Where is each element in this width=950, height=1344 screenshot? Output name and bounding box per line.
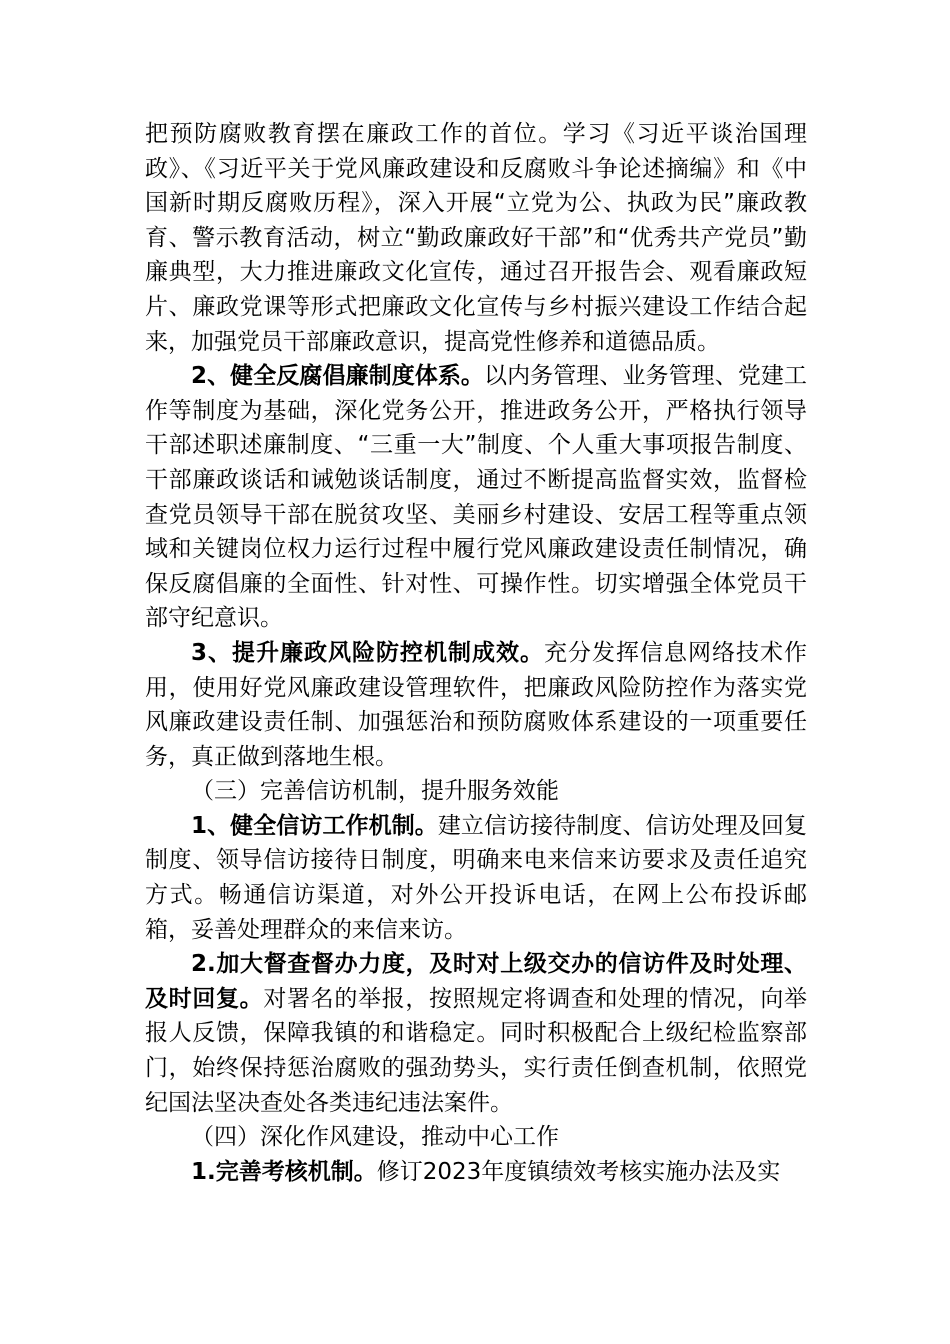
paragraph-2-heading: 2、健全反腐倡廉制度体系。 xyxy=(191,363,484,390)
paragraph-1-text: 把预防腐败教育摆在廉政工作的首位。学习《习近平谈治国理政》、《习近平关于党风廉政建设和反腐败斗争论述摘编》和《中国新时期反腐败历程》，深入开展“立党为公、执政为民”廉政教育、警示教育活动，树立“勤政廉政好干部”和“优秀共产党员”勤廉典型，大力推进廉政文化宣传，通过召开报告会、观看廉政短片、廉政党课等形式把廉政文化宣传与乡村振兴建设工作结合起来，加强党员干部廉政意识，提高党性修养和道德品质。 xyxy=(145,121,807,355)
section-4-title-text: （四）深化作风建设，推动中心工作 xyxy=(191,1124,559,1151)
paragraph-5-text: 对署名的举报，按照规定将调查和处理的情况，向举报人反馈，保障我镇的和谐稳定。同时积极配合上级纪检监察部门，始终保持惩治腐败的强劲势头，实行责任倒查机制，依照党纪国法坚决查处各类违纪违法案件。 xyxy=(145,985,808,1116)
paragraph-4-heading: 1、健全信访工作机制。 xyxy=(191,812,438,839)
paragraph-6 xyxy=(145,1155,807,1190)
paragraph-3 xyxy=(145,636,807,774)
document-body xyxy=(145,117,807,1189)
paragraph-6-text: 修订2023年度镇绩效考核实施办法及实 xyxy=(376,1158,781,1185)
paragraph-6-heading: 1.完善考核机制。 xyxy=(191,1158,377,1185)
section-3-title-text: （三）完善信访机制，提升服务效能 xyxy=(191,778,559,805)
paragraph-4-text: 建立信访接待制度、信访处理及回复制度、领导信访接待日制度，明确来电来信来访要求及责任追究方式。畅通信访渠道，对外公开投诉电话，在网上公布投诉邮箱，妥善处理群众的来信来访。 xyxy=(145,812,807,943)
paragraph-2 xyxy=(145,359,807,636)
paragraph-2-text: 以内务管理、业务管理、党建工作等制度为基础，深化党务公开，推进政务公开，严格执行领导干部述职述廉制度、“三重一大”制度、个人重大事项报告制度、干部廉政谈话和诫勉谈话制度，通过不断提高监督实效，监督检查党员领导干部在脱贫攻坚、美丽乡村建设、安居工程等重点领域和关键岗位权力运行过程中履行党风廉政建设责任制情况，确保反腐倡廉的全面性、针对性、可操作性。切实增强全体党员干部守纪意识。 xyxy=(145,363,807,632)
paragraph-4 xyxy=(145,809,807,947)
section-3-title xyxy=(145,774,807,809)
paragraph-1 xyxy=(145,117,807,359)
paragraph-3-text: 充分发挥信息网络技术作用，使用好党风廉政建设管理软件，把廉政风险防控作为落实党风廉政建设责任制、加强惩治和预防腐败体系建设的一项重要任务，真正做到落地生根。 xyxy=(145,639,807,770)
section-4-title xyxy=(145,1120,807,1155)
paragraph-5-heading: 2.加大督查督办力度，及时对上级交办的信访件及时处理、及时回复。 xyxy=(145,951,807,1012)
paragraph-5 xyxy=(145,947,807,1120)
paragraph-3-heading: 3、提升廉政风险防控机制成效。 xyxy=(191,639,544,666)
